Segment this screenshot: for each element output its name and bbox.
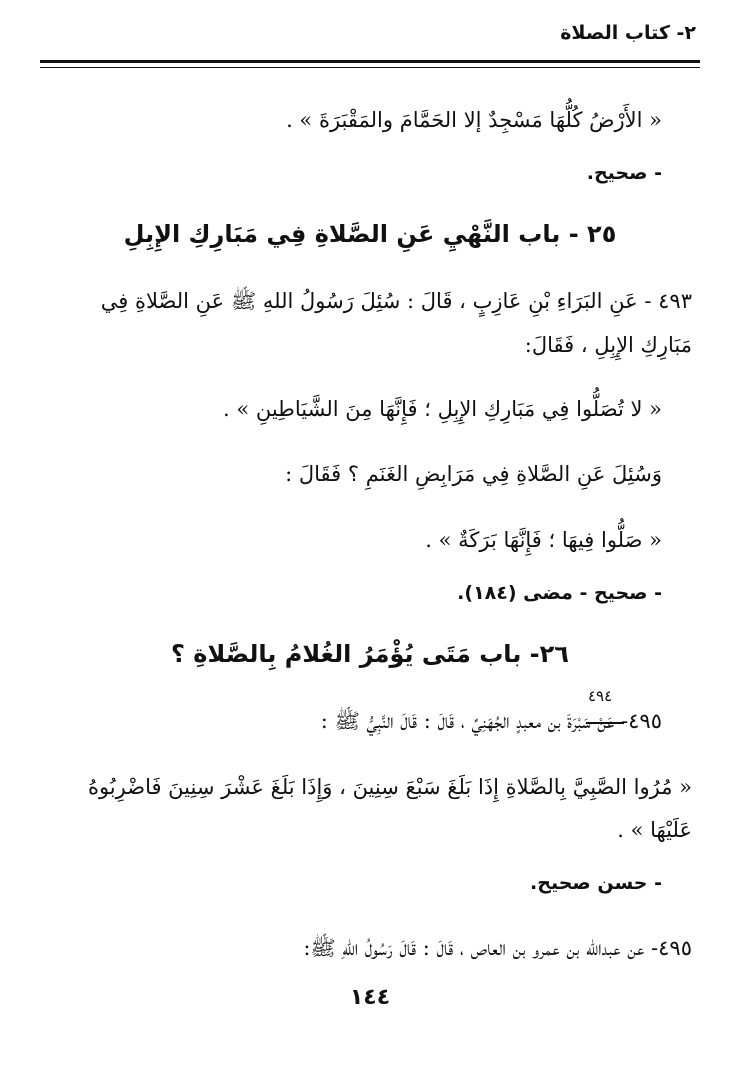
hadith-quote-line-1: « مُرُوا الصَّبِيَّ بِالصَّلاةِ إِذَا بَلَغَ سَبْعَ سِنِينَ ، وَإِذَا بَلَغَ عَشْرَ سِنِينَ فَاضْرِبُوهُ [87, 775, 692, 799]
hadith-quote-line: « صَلُّوا فِيهَا ؛ فَإِنَّهَا بَرَكَةٌ » . [425, 528, 662, 552]
hadith-495-line: ٤٩٥- عن عبدالله بن عمرو بن العاص ، قَالَ : قَالَ رَسُولُ اللهِ ﷺ: [303, 936, 692, 960]
hadith-494-line: ٤٩٥- عَنْ سَبْرَةَ بن معبدٍ الجُهَنِيِّ ، قَالَ : قَالَ النَّبِيُّ ﷺ : [320, 709, 662, 733]
handwritten-correction: ٤٩٤ [588, 687, 613, 705]
hadith-493-line-1: ٤٩٣ - عَنِ البَرَاءِ بْنِ عَازِبٍ ، قَالَ : سُئِلَ رَسُولُ اللهِ ﷺ عَنِ الصَّلاةِ فِي [100, 289, 692, 313]
hadith-quote-line-2: عَلَيْهَا » . [617, 818, 692, 842]
hadith-493-line-2: مَبَارِكِ الإِبِلِ ، فَقَالَ: [524, 333, 692, 357]
header-rule-thick [40, 60, 700, 63]
hadith-text-line: « الأَرْضُ كُلُّهَا مَسْجِدٌ إلا الحَمَّامَ والمَقْبَرَةَ » . [286, 108, 662, 132]
page-number: ١٤٤ [349, 985, 391, 1010]
hadith-question-line: وَسُئِلَ عَنِ الصَّلاةِ فِي مَرَابِضِ الغَنَمِ ؟ فَقَالَ : [285, 462, 662, 486]
chapter-heading-26: ٢٦- باب مَتَى يُؤْمَرُ الغُلامُ بِالصَّلاةِ ؟ [171, 640, 569, 668]
grade-line: - صحيح. [586, 162, 662, 184]
grade-line: - صحيح - مضى (١٨٤). [457, 582, 662, 604]
header-rule-thin [40, 67, 700, 68]
grade-line: - حسن صحيح. [530, 872, 662, 894]
hadith-quote-line: « لا تُصَلُّوا فِي مَبَارِكِ الإِبِلِ ؛ فَإِنَّهَا مِنَ الشَّيَاطِينِ » . [222, 397, 662, 421]
running-header: ٢- كتاب الصلاة [560, 22, 696, 44]
chapter-heading-25: ٢٥ - باب النَّهْيِ عَنِ الصَّلاةِ فِي مَبَارِكِ الإِبِلِ [123, 220, 617, 248]
